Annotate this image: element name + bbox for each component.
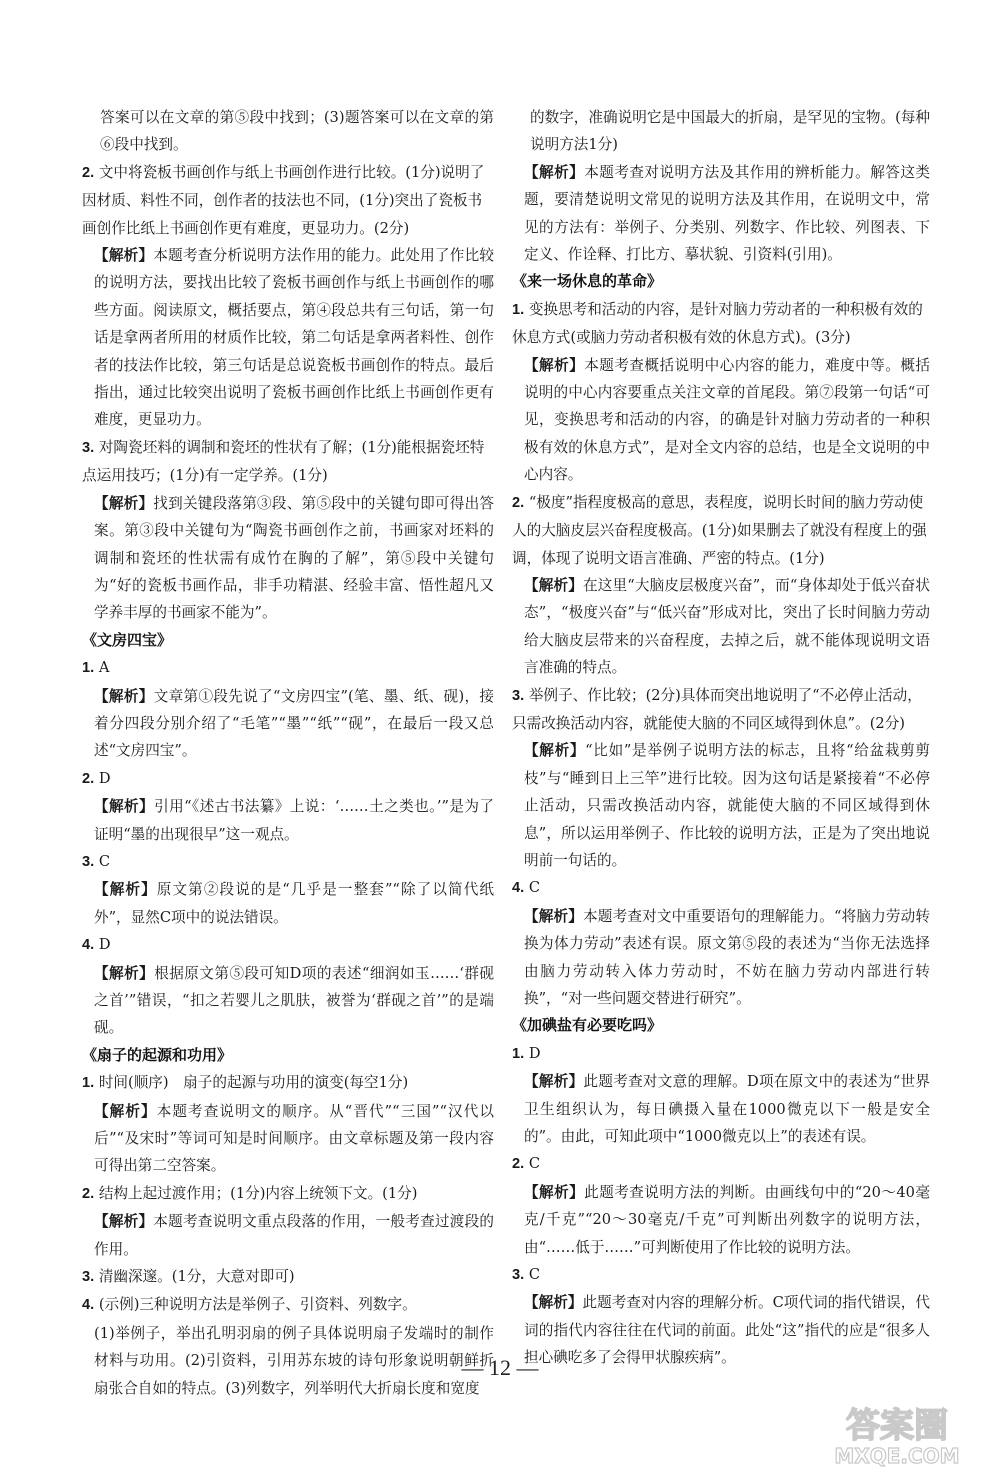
analysis-text: 文章第①段先说了“文房四宝”(笔、墨、纸、砚)，接着分四段分别介绍了“毛笔”“墨”“纸”“砚”，在最后一段又总述“文房四宝”。	[94, 687, 494, 760]
analysis-block	[512, 159, 930, 269]
answer-choice: C	[528, 1155, 540, 1173]
answer-choice: D	[98, 936, 111, 954]
answer-text: “极度”指程度极高的意思，表程度，说明长时间的脑力劳动使人的大脑皮层兴奋程度极高。(1分)如果删去了就没有程度上的强调，体现了说明文语言准确、严密的特点。(1分)	[512, 493, 927, 567]
answer-choice: A	[98, 659, 110, 677]
analysis-text: 此题考查对内容的理解分析。C项代词的指代错误，代词的指代内容往往在代词的前面。此处“这”指代的应是“很多人担心碘吃多了会得甲状腺疾病”。	[524, 1294, 930, 1367]
page-number: — 12 —	[461, 1355, 539, 1380]
question-number: 3.	[512, 687, 525, 704]
answer-text: 时间(顺序) 扇子的起源与功用的演变(每空1分)	[98, 1074, 409, 1092]
question-4	[82, 1291, 494, 1319]
analysis-tag: 【解析】	[524, 356, 585, 374]
analysis-tag: 【解析】	[524, 1294, 583, 1312]
analysis-block	[82, 490, 494, 627]
analysis-block	[512, 352, 930, 489]
section-title: 《来一场休息的革命》	[512, 272, 663, 291]
section-title: 《加碘盐有必要吃吗》	[512, 1016, 663, 1035]
question-2	[82, 765, 494, 793]
watermark-url: MXQE.COM	[834, 1444, 960, 1468]
answer-choice: C	[528, 879, 540, 897]
question-2	[82, 159, 494, 242]
question-number: 4.	[82, 1297, 95, 1314]
question-number: 2.	[82, 770, 95, 787]
answer-text: 变换思考和活动的内容，是针对脑力劳动者的一种积极有效的休息方式(或脑力劳动者积极有效的休息方式)。(3分)	[512, 300, 923, 347]
analysis-block	[82, 960, 494, 1042]
analysis-tag: 【解析】	[94, 964, 155, 982]
analysis-text: 本题考查说明文重点段落的作用，一般考查过渡段的作用。	[94, 1213, 494, 1258]
analysis-tag: 【解析】	[94, 1102, 157, 1120]
analysis-tag: 【解析】	[524, 742, 586, 760]
section-title: 《扇子的起源和功用》	[82, 1045, 233, 1064]
left-column	[82, 104, 494, 1402]
analysis-tag: 【解析】	[94, 881, 157, 899]
analysis-tag: 【解析】	[524, 163, 585, 181]
analysis-block	[82, 683, 494, 765]
question-4	[82, 931, 494, 959]
analysis-tag: 【解析】	[524, 1183, 585, 1201]
analysis-tag: 【解析】	[94, 687, 154, 705]
analysis-text: “比如”是举例子说明方法的标志，且将“给盆栽剪剪枝”与“睡到日上三竿”进行比较。因为这句话是紧接着“不必停止活动，只需改换活动内容，就能使大脑的不同区域得到休息”，所以运用举例子、作比较的说明方法，正是为了突出地说明前一句话的。	[524, 742, 930, 869]
answer-text: 清幽深邃。(1分，大意对即可)	[98, 1268, 295, 1286]
answer-text: 文中将瓷板书画创作与纸上书画创作进行比较。(1分)说明了因材质、料性不同，创作者的技法也不同，(1分)突出了瓷板书画创作比纸上书画创作更有难度，更显功力。(2分)	[82, 163, 485, 237]
section-title: 《文房四宝》	[82, 630, 173, 649]
question-number: 2.	[82, 164, 95, 181]
analysis-block	[82, 793, 494, 848]
question-number: 2.	[82, 1185, 95, 1202]
site-watermark-logo	[802, 1399, 992, 1469]
answer-detail: (1)举例子，举出孔明羽扇的例子具体说明扇子发端时的制作材料与功用。(2)引资料，引用苏东坡的诗句形象说明朝鲜折扇张合自如的特点。(3)列数字，列举明代大折扇长度和宽度	[94, 1324, 494, 1397]
analysis-block	[82, 242, 494, 434]
question-3	[512, 682, 930, 738]
analysis-text: 本题考查概括说明中心内容的能力，难度中等。概括说明的中心内容要重点关注文章的首尾段。第⑦段第一句话“可见，变换思考和活动的内容，的确是针对脑力劳动者的一种积极有效的休息方式”，是对全文内容的总结，也是全文说明的中心内容。	[524, 356, 930, 484]
analysis-block	[512, 572, 930, 682]
question-number: 4.	[512, 880, 525, 897]
question-1	[512, 1040, 930, 1068]
paragraph: 的数字，准确说明它是中国最大的折扇，是罕见的宝物。(每种说明方法1分)	[530, 109, 930, 154]
question-number: 1.	[512, 301, 525, 318]
question-number: 3.	[82, 439, 95, 456]
question-number: 1.	[82, 660, 95, 677]
analysis-block	[82, 1208, 494, 1263]
answer-choice: D	[528, 1044, 541, 1062]
answer-text: (示例)三种说明方法是举例子、引资料、列数字。	[98, 1296, 417, 1314]
analysis-text: 原文第②段说的是“几乎是一整套”“除了以简代纸外”，显然C项中的说法错误。	[94, 881, 494, 926]
analysis-text: 本题考查对说明方法及其作用的辨析能力。解答这类题，要清楚说明文常见的说明方法及其作用，在说明文中，常见的方法有：举例子、分类别、列数字、作比较、列图表、下定义、作诠释、打比方、摹状貌、引资料(引用)。	[524, 163, 930, 264]
analysis-text: 在这里“大脑皮层极度兴奋”，而“身体却处于低兴奋状态”，“极度兴奋”与“低兴奋”形成对比，突出了长时间脑力劳动给大脑皮层带来的兴奋程度，去掉之后，就不能体现说明文语言准确的特点。	[524, 576, 930, 677]
analysis-text: 本题考查说明文的顺序。从“晋代”“三国”“汉代以后”“及宋时”等词可知是时间顺序。由文章标题及第一段内容可得出第二空答案。	[94, 1102, 494, 1175]
answer-choice: C	[528, 1266, 540, 1284]
question-3	[82, 848, 494, 876]
analysis-block	[82, 876, 494, 931]
question-number: 3.	[82, 853, 95, 870]
paragraph: 答案可以在文章的第⑤段中找到；(3)题答案可以在文章的第⑥段中找到。	[100, 109, 494, 154]
analysis-text: 本题考查分析说明方法作用的能力。此处用了作比较的说明方法，要找出比较了瓷板书画创作与纸上书画创作的哪些方面。阅读原文，概括要点，第④段总共有三句话，第一句话是拿两者所用的材质作比较，第二句话是拿两者料性、创作者的技法作比较，第三句话是总说瓷板书画创作的特点。最后指出，通过比较突出说明了瓷板书画创作比纸上书画创作更有难度，更显功力。	[94, 247, 494, 429]
question-3	[82, 1263, 494, 1291]
analysis-block	[512, 903, 930, 1013]
question-2	[512, 489, 930, 572]
question-4	[512, 874, 930, 902]
answer-text: 对陶瓷坯料的调制和瓷坯的性状有了解；(1分)能根据瓷坯特点运用技巧；(1分)有一定学养。(1分)	[82, 438, 485, 485]
analysis-text: 本题考查对文中重要语句的理解能力。“将脑力劳动转换为体力劳动”表述有误。原文第⑤段的表述为“当你无法选择由脑力劳动转入体力劳动时，不妨在脑力劳动内部进行转换”，“对一些问题交替进行研究”。	[524, 907, 930, 1007]
analysis-tag: 【解析】	[94, 1213, 154, 1231]
question-number: 2.	[512, 1156, 525, 1173]
analysis-text: 此题考查说明方法的判断。由画线句中的“20～40毫克/千克”“20～30毫克/千克”可判断出列数字的说明方法，由“……低于……”可判断使用了作比较的说明方法。	[524, 1183, 930, 1256]
answer-choice: C	[98, 852, 110, 870]
question-number: 4.	[82, 937, 95, 954]
question-number: 1.	[512, 1045, 525, 1062]
question-1	[82, 654, 494, 682]
watermark-text: 答案圈	[846, 1406, 948, 1446]
question-3	[512, 1261, 930, 1289]
question-2	[82, 1180, 494, 1208]
question-number: 3.	[82, 1269, 95, 1286]
answer-choice: D	[98, 769, 111, 787]
answer-text: 举例子、作比较；(2分)具体而突出地说明了“不必停止活动，只需改换活动内容，就能使大脑的不同区域得到休息”。(2分)	[512, 686, 922, 732]
analysis-block	[82, 1098, 494, 1180]
analysis-text: 引用“《述古书法纂》上说：‘……土之类也。’”是为了证明“墨的出现很早”这一观点。	[94, 798, 494, 843]
analysis-tag: 【解析】	[94, 494, 154, 512]
analysis-block	[512, 1179, 930, 1261]
analysis-text: 找到关键段落第③段、第⑤段中的关键句即可得出答案。第③段中关键句为“陶瓷书画创作之前，书画家对坯料的调制和瓷坯的性状需有成竹在胸的了解”，第⑤段中关键句为“好的瓷板书画作品，非手功精湛、经验丰富、悟性超凡又学养丰厚的书画家不能为”。	[94, 494, 494, 622]
question-1	[82, 1069, 494, 1097]
question-2	[512, 1150, 930, 1178]
right-column	[512, 104, 930, 1372]
question-3	[82, 434, 494, 490]
analysis-block	[512, 1068, 930, 1150]
analysis-tag: 【解析】	[94, 798, 155, 816]
analysis-tag: 【解析】	[524, 576, 583, 594]
question-1	[512, 296, 930, 352]
answer-text: 结构上起过渡作用；(1分)内容上统领下文。(1分)	[98, 1184, 418, 1202]
analysis-tag: 【解析】	[524, 1073, 584, 1091]
question-number: 1.	[82, 1075, 95, 1092]
question-number: 2.	[512, 494, 525, 511]
question-number: 3.	[512, 1267, 525, 1284]
analysis-text: 此题考查对文意的理解。D项在原文中的表述为“世界卫生组织认为，每日碘摄入量在1000微克以下一般是安全的”。由此，可知此项中“1000微克以上”的表述有误。	[524, 1073, 930, 1146]
analysis-block	[512, 737, 930, 874]
analysis-tag: 【解析】	[524, 907, 584, 925]
analysis-text: 根据原文第⑤段可知D项的表述“细润如玉……‘群砚之首’”错误，“扣之若婴儿之肌肤，被誉为‘群砚之首’”的是端砚。	[94, 964, 494, 1037]
analysis-tag: 【解析】	[94, 247, 154, 265]
